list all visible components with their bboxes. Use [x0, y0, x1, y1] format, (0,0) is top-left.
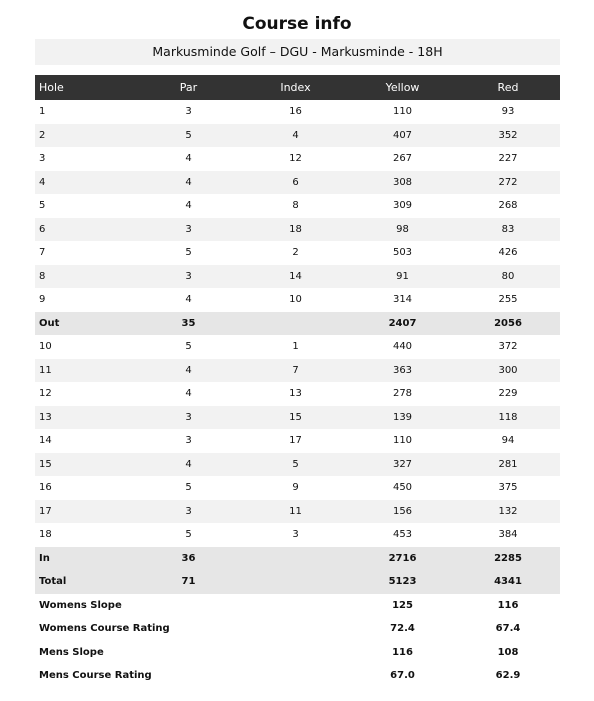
red-cell: 67.4 — [456, 617, 560, 641]
red-cell: 426 — [456, 241, 560, 265]
index-cell: 18 — [242, 218, 349, 242]
red-cell: 2285 — [456, 547, 560, 571]
yellow-cell: 5123 — [349, 570, 456, 594]
red-cell: 94 — [456, 429, 560, 453]
hole-cell: 3 — [35, 147, 135, 171]
red-cell: 108 — [456, 641, 560, 665]
par-cell: 4 — [135, 147, 242, 171]
summary-row — [35, 547, 560, 571]
index-cell — [242, 570, 349, 594]
par-cell: 35 — [135, 312, 242, 336]
table-row — [35, 406, 560, 430]
hole-cell: Mens Course Rating — [35, 664, 349, 688]
yellow-cell: 72.4 — [349, 617, 456, 641]
yellow-cell: 278 — [349, 382, 456, 406]
column-header-index: Index — [242, 75, 349, 100]
index-cell: 7 — [242, 359, 349, 383]
hole-cell: 14 — [35, 429, 135, 453]
table-row — [35, 523, 560, 547]
rating-row — [35, 641, 560, 665]
hole-cell: 4 — [35, 171, 135, 195]
index-cell — [242, 312, 349, 336]
par-cell: 3 — [135, 265, 242, 289]
table-row — [35, 100, 560, 124]
column-header-par: Par — [135, 75, 242, 100]
table-row — [35, 476, 560, 500]
hole-cell: 9 — [35, 288, 135, 312]
par-cell: 3 — [135, 100, 242, 124]
hole-cell: Out — [35, 312, 135, 336]
index-cell — [242, 547, 349, 571]
index-cell: 9 — [242, 476, 349, 500]
hole-cell: 11 — [35, 359, 135, 383]
hole-cell: 7 — [35, 241, 135, 265]
hole-cell: Mens Slope — [35, 641, 349, 665]
yellow-cell: 125 — [349, 594, 456, 618]
par-cell: 4 — [135, 194, 242, 218]
table-row — [35, 288, 560, 312]
column-header-red: Red — [456, 75, 560, 100]
index-cell: 11 — [242, 500, 349, 524]
yellow-cell: 139 — [349, 406, 456, 430]
index-cell: 8 — [242, 194, 349, 218]
par-cell: 3 — [135, 429, 242, 453]
red-cell: 281 — [456, 453, 560, 477]
yellow-cell: 2407 — [349, 312, 456, 336]
table-row — [35, 453, 560, 477]
red-cell: 116 — [456, 594, 560, 618]
yellow-cell: 156 — [349, 500, 456, 524]
par-cell: 36 — [135, 547, 242, 571]
red-cell: 372 — [456, 335, 560, 359]
hole-cell: 2 — [35, 124, 135, 148]
hole-cell: 10 — [35, 335, 135, 359]
yellow-cell: 67.0 — [349, 664, 456, 688]
par-cell: 3 — [135, 406, 242, 430]
yellow-cell: 314 — [349, 288, 456, 312]
index-cell: 10 — [242, 288, 349, 312]
table-row — [35, 124, 560, 148]
par-cell: 5 — [135, 124, 242, 148]
par-cell: 5 — [135, 476, 242, 500]
table-row — [35, 147, 560, 171]
index-cell: 16 — [242, 100, 349, 124]
yellow-cell: 267 — [349, 147, 456, 171]
hole-cell: In — [35, 547, 135, 571]
column-header-yellow: Yellow — [349, 75, 456, 100]
table-row — [35, 241, 560, 265]
rating-row — [35, 664, 560, 688]
yellow-cell: 327 — [349, 453, 456, 477]
red-cell: 255 — [456, 288, 560, 312]
hole-cell: 13 — [35, 406, 135, 430]
summary-row — [35, 312, 560, 336]
table-row — [35, 429, 560, 453]
red-cell: 4341 — [456, 570, 560, 594]
summary-row — [35, 570, 560, 594]
hole-cell: 5 — [35, 194, 135, 218]
hole-cell: 17 — [35, 500, 135, 524]
par-cell: 71 — [135, 570, 242, 594]
yellow-cell: 450 — [349, 476, 456, 500]
index-cell: 1 — [242, 335, 349, 359]
index-cell: 5 — [242, 453, 349, 477]
par-cell: 4 — [135, 288, 242, 312]
hole-cell: 18 — [35, 523, 135, 547]
red-cell: 268 — [456, 194, 560, 218]
yellow-cell: 110 — [349, 100, 456, 124]
par-cell: 4 — [135, 359, 242, 383]
par-cell: 5 — [135, 523, 242, 547]
hole-cell: 8 — [35, 265, 135, 289]
red-cell: 375 — [456, 476, 560, 500]
column-header-hole: Hole — [35, 75, 135, 100]
index-cell: 3 — [242, 523, 349, 547]
rating-row — [35, 594, 560, 618]
red-cell: 132 — [456, 500, 560, 524]
yellow-cell: 503 — [349, 241, 456, 265]
hole-cell: Womens Slope — [35, 594, 349, 618]
yellow-cell: 309 — [349, 194, 456, 218]
hole-cell: 16 — [35, 476, 135, 500]
hole-cell: Total — [35, 570, 135, 594]
red-cell: 300 — [456, 359, 560, 383]
index-cell: 15 — [242, 406, 349, 430]
rating-row — [35, 617, 560, 641]
hole-cell: 1 — [35, 100, 135, 124]
table-body — [35, 100, 560, 688]
index-cell: 2 — [242, 241, 349, 265]
table-row — [35, 335, 560, 359]
yellow-cell: 363 — [349, 359, 456, 383]
table-header-row — [35, 75, 560, 100]
hole-cell: Womens Course Rating — [35, 617, 349, 641]
red-cell: 80 — [456, 265, 560, 289]
table-row — [35, 171, 560, 195]
par-cell: 3 — [135, 218, 242, 242]
index-cell: 12 — [242, 147, 349, 171]
index-cell: 6 — [242, 171, 349, 195]
red-cell: 2056 — [456, 312, 560, 336]
hole-cell: 12 — [35, 382, 135, 406]
yellow-cell: 2716 — [349, 547, 456, 571]
table-row — [35, 382, 560, 406]
yellow-cell: 110 — [349, 429, 456, 453]
table-row — [35, 265, 560, 289]
index-cell: 17 — [242, 429, 349, 453]
yellow-cell: 407 — [349, 124, 456, 148]
par-cell: 5 — [135, 241, 242, 265]
table-row — [35, 500, 560, 524]
red-cell: 272 — [456, 171, 560, 195]
index-cell: 13 — [242, 382, 349, 406]
course-name-banner: Markusminde Golf – DGU - Markusminde - 18H — [35, 39, 560, 65]
par-cell: 4 — [135, 453, 242, 477]
page-title: Course info — [242, 14, 352, 34]
hole-cell: 15 — [35, 453, 135, 477]
par-cell: 5 — [135, 335, 242, 359]
index-cell: 4 — [242, 124, 349, 148]
par-cell: 4 — [135, 382, 242, 406]
red-cell: 352 — [456, 124, 560, 148]
red-cell: 93 — [456, 100, 560, 124]
par-cell: 3 — [135, 500, 242, 524]
red-cell: 227 — [456, 147, 560, 171]
red-cell: 118 — [456, 406, 560, 430]
yellow-cell: 98 — [349, 218, 456, 242]
table-row — [35, 218, 560, 242]
table-row — [35, 359, 560, 383]
yellow-cell: 308 — [349, 171, 456, 195]
yellow-cell: 440 — [349, 335, 456, 359]
red-cell: 62.9 — [456, 664, 560, 688]
yellow-cell: 116 — [349, 641, 456, 665]
red-cell: 384 — [456, 523, 560, 547]
index-cell: 14 — [242, 265, 349, 289]
scorecard-table — [35, 75, 560, 688]
red-cell: 83 — [456, 218, 560, 242]
par-cell: 4 — [135, 171, 242, 195]
table-row — [35, 194, 560, 218]
red-cell: 229 — [456, 382, 560, 406]
yellow-cell: 91 — [349, 265, 456, 289]
hole-cell: 6 — [35, 218, 135, 242]
yellow-cell: 453 — [349, 523, 456, 547]
